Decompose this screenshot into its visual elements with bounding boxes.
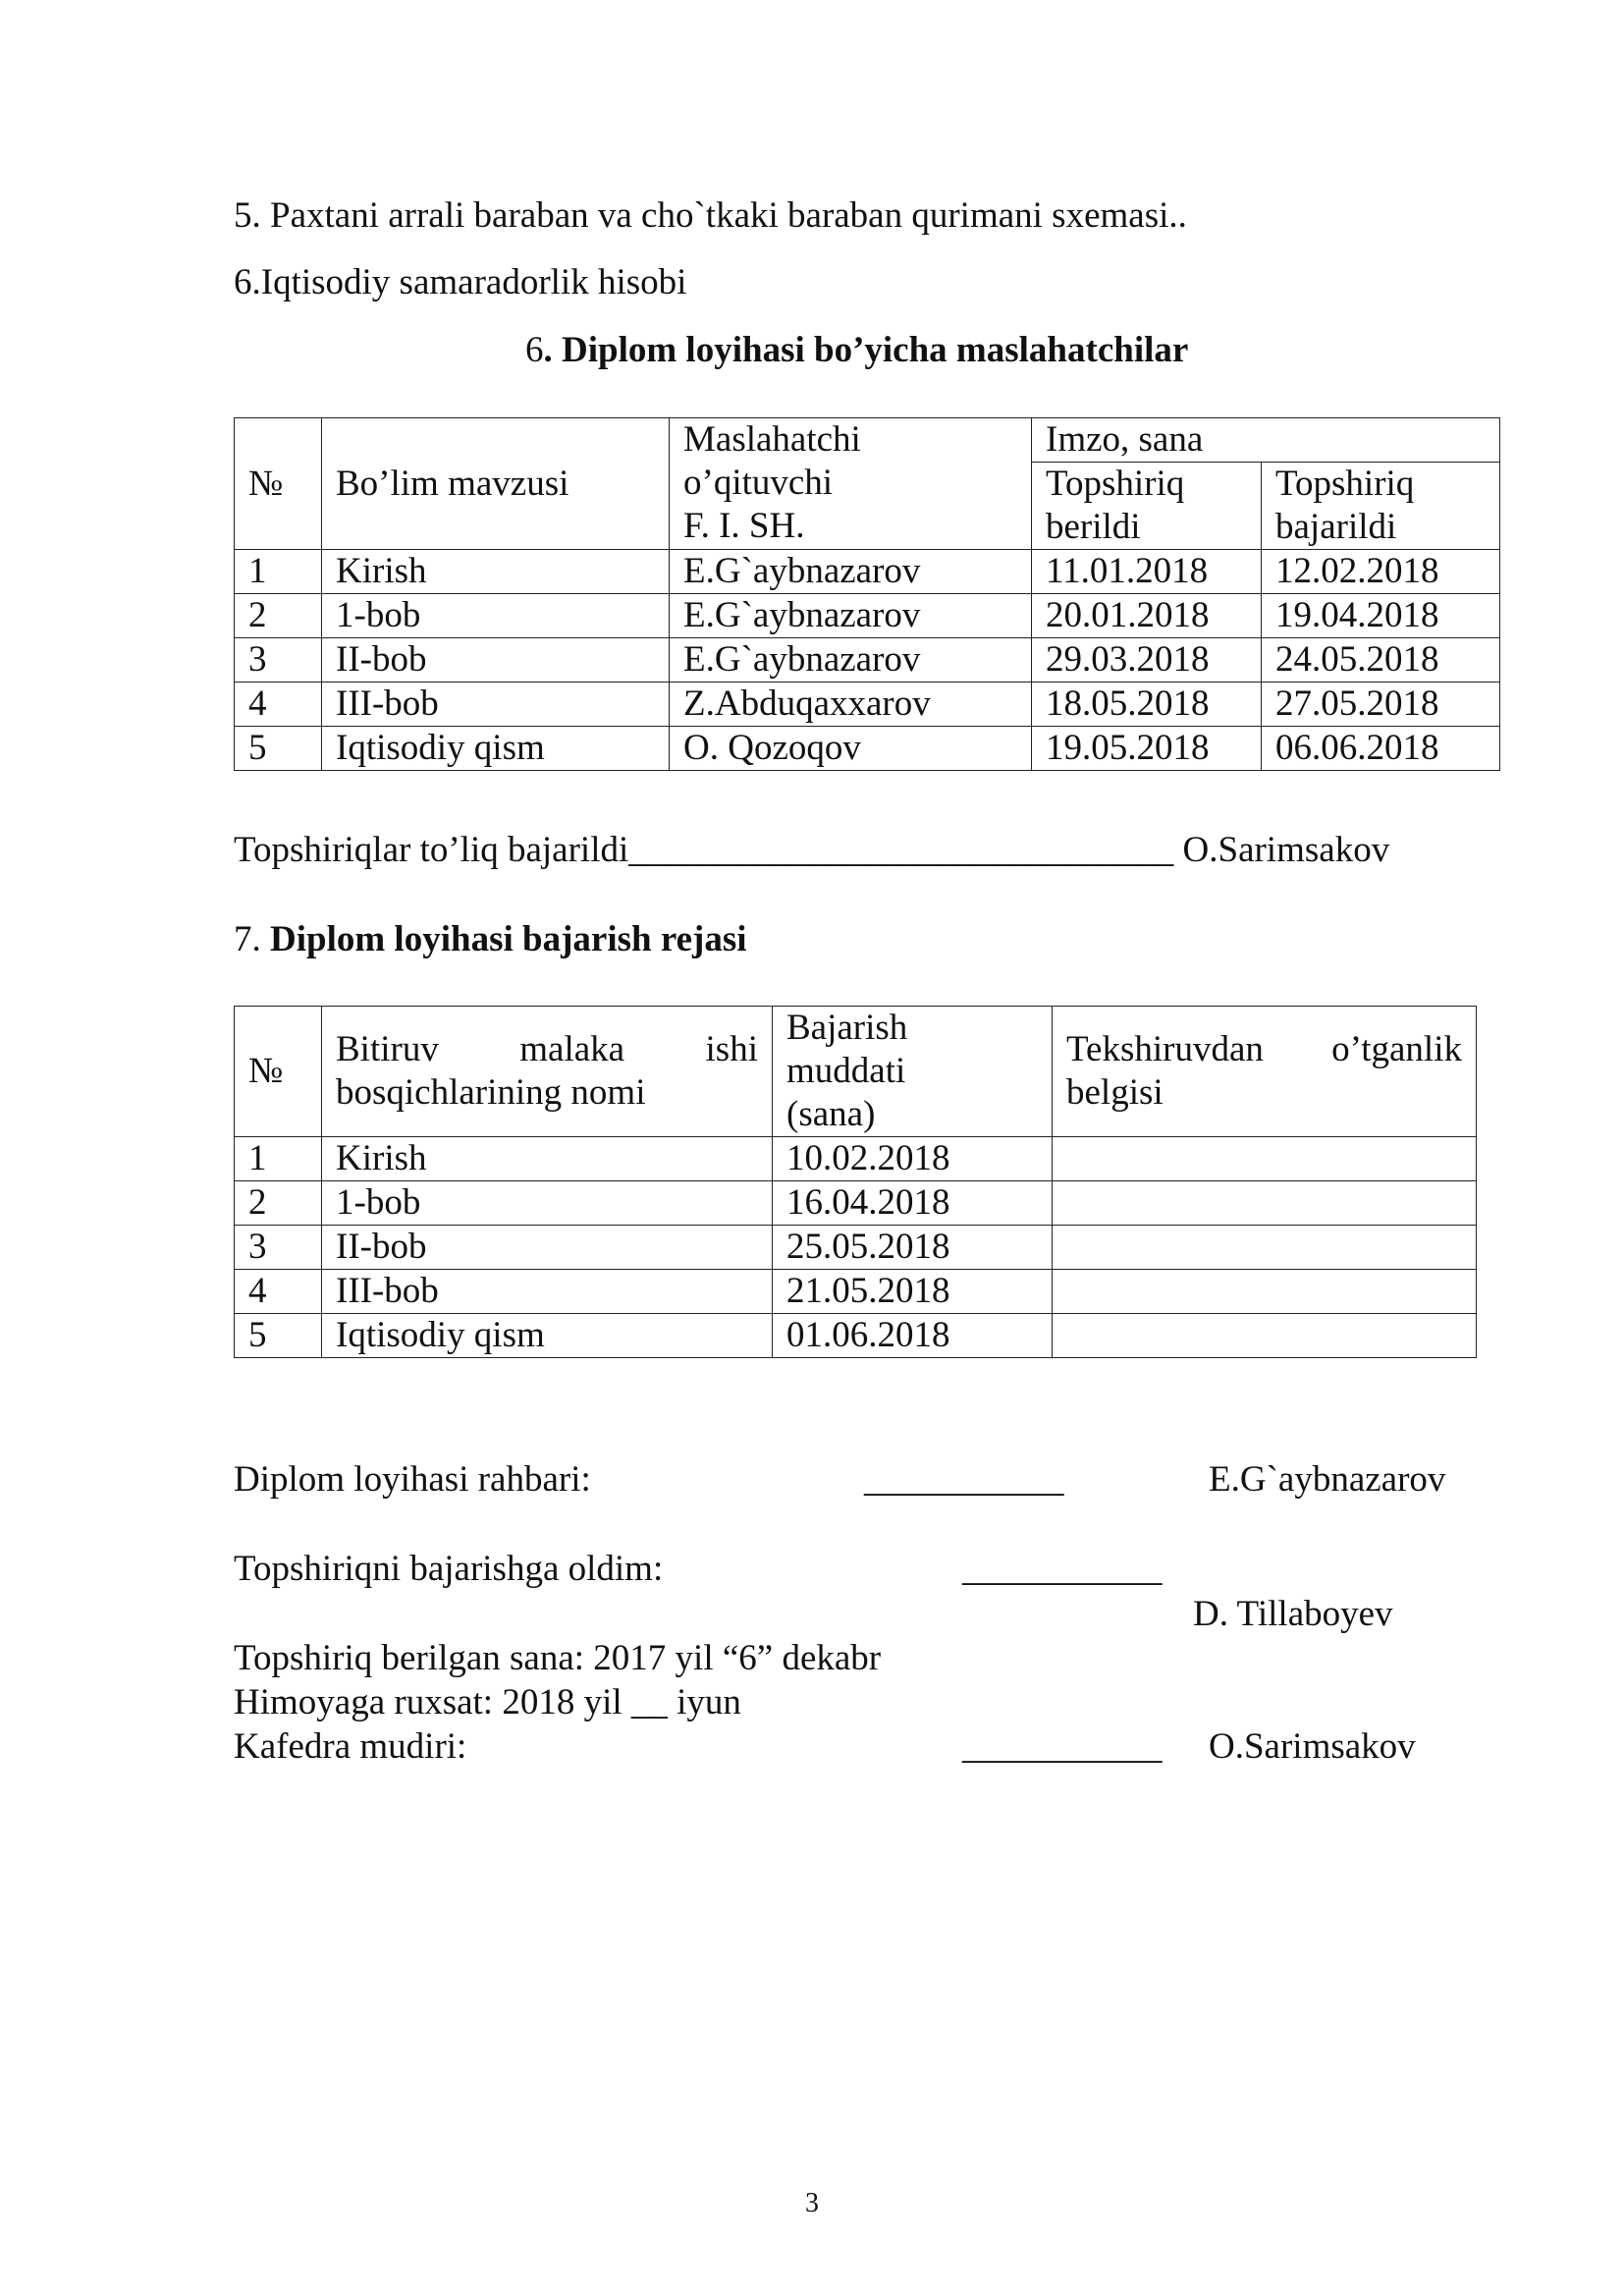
cell-advisor: E.G`aybnazarov	[670, 594, 1032, 638]
cell-stage: 1-bob	[322, 1181, 773, 1226]
section-6-number: 6	[525, 330, 544, 370]
cell-num: 5	[235, 1314, 322, 1358]
item-6: 6.Iqtisodiy samaradorlik hisobi	[234, 262, 687, 302]
header-sign: Imzo, sana	[1032, 418, 1500, 463]
header-check-line: belgisi	[1066, 1072, 1164, 1113]
header-advisor-line: F. I. SH.	[683, 506, 805, 546]
cell-given: 11.01.2018	[1032, 550, 1262, 594]
header-done-line: Topshiriq	[1275, 464, 1415, 504]
cell-stage: Kirish	[322, 1137, 773, 1181]
department-head-signature-line: ___________	[962, 1726, 1163, 1767]
header-done	[1262, 463, 1500, 550]
cell-num: 5	[235, 727, 322, 771]
header-check-word: o’tganlik	[1331, 1029, 1462, 1069]
cell-num: 3	[235, 638, 322, 683]
header-given	[1032, 463, 1262, 550]
header-deadline-line: Bajarish	[786, 1008, 908, 1048]
leader-label: Diplom loyihasi rahbari:	[234, 1459, 591, 1500]
tasks-completed-line: Topshiriqlar to’liq bajarildi______________________________ O.Sarimsakov	[234, 830, 1390, 870]
header-num: №	[235, 418, 322, 550]
cell-given: 29.03.2018	[1032, 638, 1262, 683]
cell-num: 1	[235, 550, 322, 594]
department-head-name: O.Sarimsakov	[1209, 1726, 1416, 1767]
header-stage-word: malaka	[519, 1029, 625, 1069]
accepted-label: Topshiriqni bajarishga oldim:	[234, 1549, 664, 1589]
cell-num: 4	[235, 1270, 322, 1314]
cell-topic: Kirish	[322, 550, 670, 594]
cell-given: 19.05.2018	[1032, 727, 1262, 771]
cell-check	[1053, 1181, 1477, 1226]
cell-advisor: E.G`aybnazarov	[670, 638, 1032, 683]
table-row	[235, 594, 1500, 638]
header-advisor	[670, 418, 1032, 550]
cell-given: 18.05.2018	[1032, 683, 1262, 727]
header-stage-line	[336, 1028, 758, 1071]
defense-permission: Himoyaga ruxsat: 2018 yil __ iyun	[234, 1682, 741, 1722]
accepted-signature-line: ___________	[962, 1549, 1163, 1589]
header-stage-line: bosqichlarining nomi	[336, 1072, 646, 1113]
cell-advisor: O. Qozoqov	[670, 727, 1032, 771]
cell-deadline: 10.02.2018	[773, 1137, 1053, 1181]
table-header-row	[235, 418, 1500, 463]
cell-deadline: 16.04.2018	[773, 1181, 1053, 1226]
cell-done: 27.05.2018	[1262, 683, 1500, 727]
cell-topic: 1-bob	[322, 594, 670, 638]
table-row	[235, 1270, 1477, 1314]
cell-stage: II-bob	[322, 1226, 773, 1270]
header-given-line: berildi	[1046, 507, 1141, 547]
cell-deadline: 21.05.2018	[773, 1270, 1053, 1314]
cell-done: 12.02.2018	[1262, 550, 1500, 594]
table-row	[235, 1181, 1477, 1226]
cell-num: 2	[235, 1181, 322, 1226]
cell-topic: III-bob	[322, 683, 670, 727]
header-done-line: bajarildi	[1275, 507, 1397, 547]
cell-check	[1053, 1270, 1477, 1314]
cell-topic: Iqtisodiy qism	[322, 727, 670, 771]
cell-done: 06.06.2018	[1262, 727, 1500, 771]
cell-num: 2	[235, 594, 322, 638]
leader-signature-line: ___________	[864, 1459, 1064, 1500]
header-stage-word: ishi	[705, 1029, 758, 1069]
cell-check	[1053, 1137, 1477, 1181]
leader-name: E.G`aybnazarov	[1209, 1459, 1446, 1500]
cell-deadline: 01.06.2018	[773, 1314, 1053, 1358]
table-row	[235, 1137, 1477, 1181]
table-row	[235, 683, 1500, 727]
header-advisor-line: o’qituvchi	[683, 463, 834, 503]
header-check	[1053, 1007, 1477, 1137]
cell-deadline: 25.05.2018	[773, 1226, 1053, 1270]
table-row	[235, 1226, 1477, 1270]
section-7-number: 7.	[234, 919, 270, 959]
cell-given: 20.01.2018	[1032, 594, 1262, 638]
cell-check	[1053, 1226, 1477, 1270]
table-row	[235, 550, 1500, 594]
header-given-line: Topshiriq	[1046, 464, 1185, 504]
section-6-title: . Diplom loyihasi bo’yicha maslahatchilar	[543, 330, 1189, 370]
cell-advisor: E.G`aybnazarov	[670, 550, 1032, 594]
cell-topic: II-bob	[322, 638, 670, 683]
header-stage-word: Bitiruv	[336, 1029, 439, 1069]
cell-check	[1053, 1314, 1477, 1358]
cell-advisor: Z.Abduqaxxarov	[670, 683, 1032, 727]
table-row	[235, 1314, 1477, 1358]
section-7-heading	[234, 918, 747, 961]
header-deadline	[773, 1007, 1053, 1137]
cell-num: 3	[235, 1226, 322, 1270]
table-row	[235, 727, 1500, 771]
table-row	[235, 638, 1500, 683]
cell-num: 1	[235, 1137, 322, 1181]
header-deadline-line: (sana)	[786, 1094, 876, 1134]
accepted-name: D. Tillaboyev	[1193, 1594, 1393, 1634]
cell-done: 24.05.2018	[1262, 638, 1500, 683]
header-num: №	[235, 1007, 322, 1137]
plan-table	[234, 1006, 1477, 1358]
header-check-line	[1066, 1028, 1462, 1071]
cell-done: 19.04.2018	[1262, 594, 1500, 638]
section-7-title: Diplom loyihasi bajarish rejasi	[270, 919, 747, 959]
cell-stage: Iqtisodiy qism	[322, 1314, 773, 1358]
table-header-row	[235, 1007, 1477, 1137]
cell-stage: III-bob	[322, 1270, 773, 1314]
header-stage	[322, 1007, 773, 1137]
page-number: 3	[805, 2188, 819, 2218]
header-check-word: Tekshiruvdan	[1066, 1029, 1264, 1069]
cell-num: 4	[235, 683, 322, 727]
task-given-date: Topshiriq berilgan sana: 2017 yil “6” dekabr	[234, 1638, 882, 1678]
header-advisor-line: Maslahatchi	[683, 419, 861, 460]
header-topic: Bo’lim mavzusi	[322, 418, 670, 550]
header-deadline-line: muddati	[786, 1051, 906, 1091]
item-5: 5. Paxtani arrali baraban va cho`tkaki baraban qurimani sxemasi..	[234, 195, 1187, 236]
section-6-heading	[525, 329, 1188, 372]
department-head-label: Kafedra mudiri:	[234, 1726, 467, 1767]
advisors-table	[234, 417, 1500, 771]
